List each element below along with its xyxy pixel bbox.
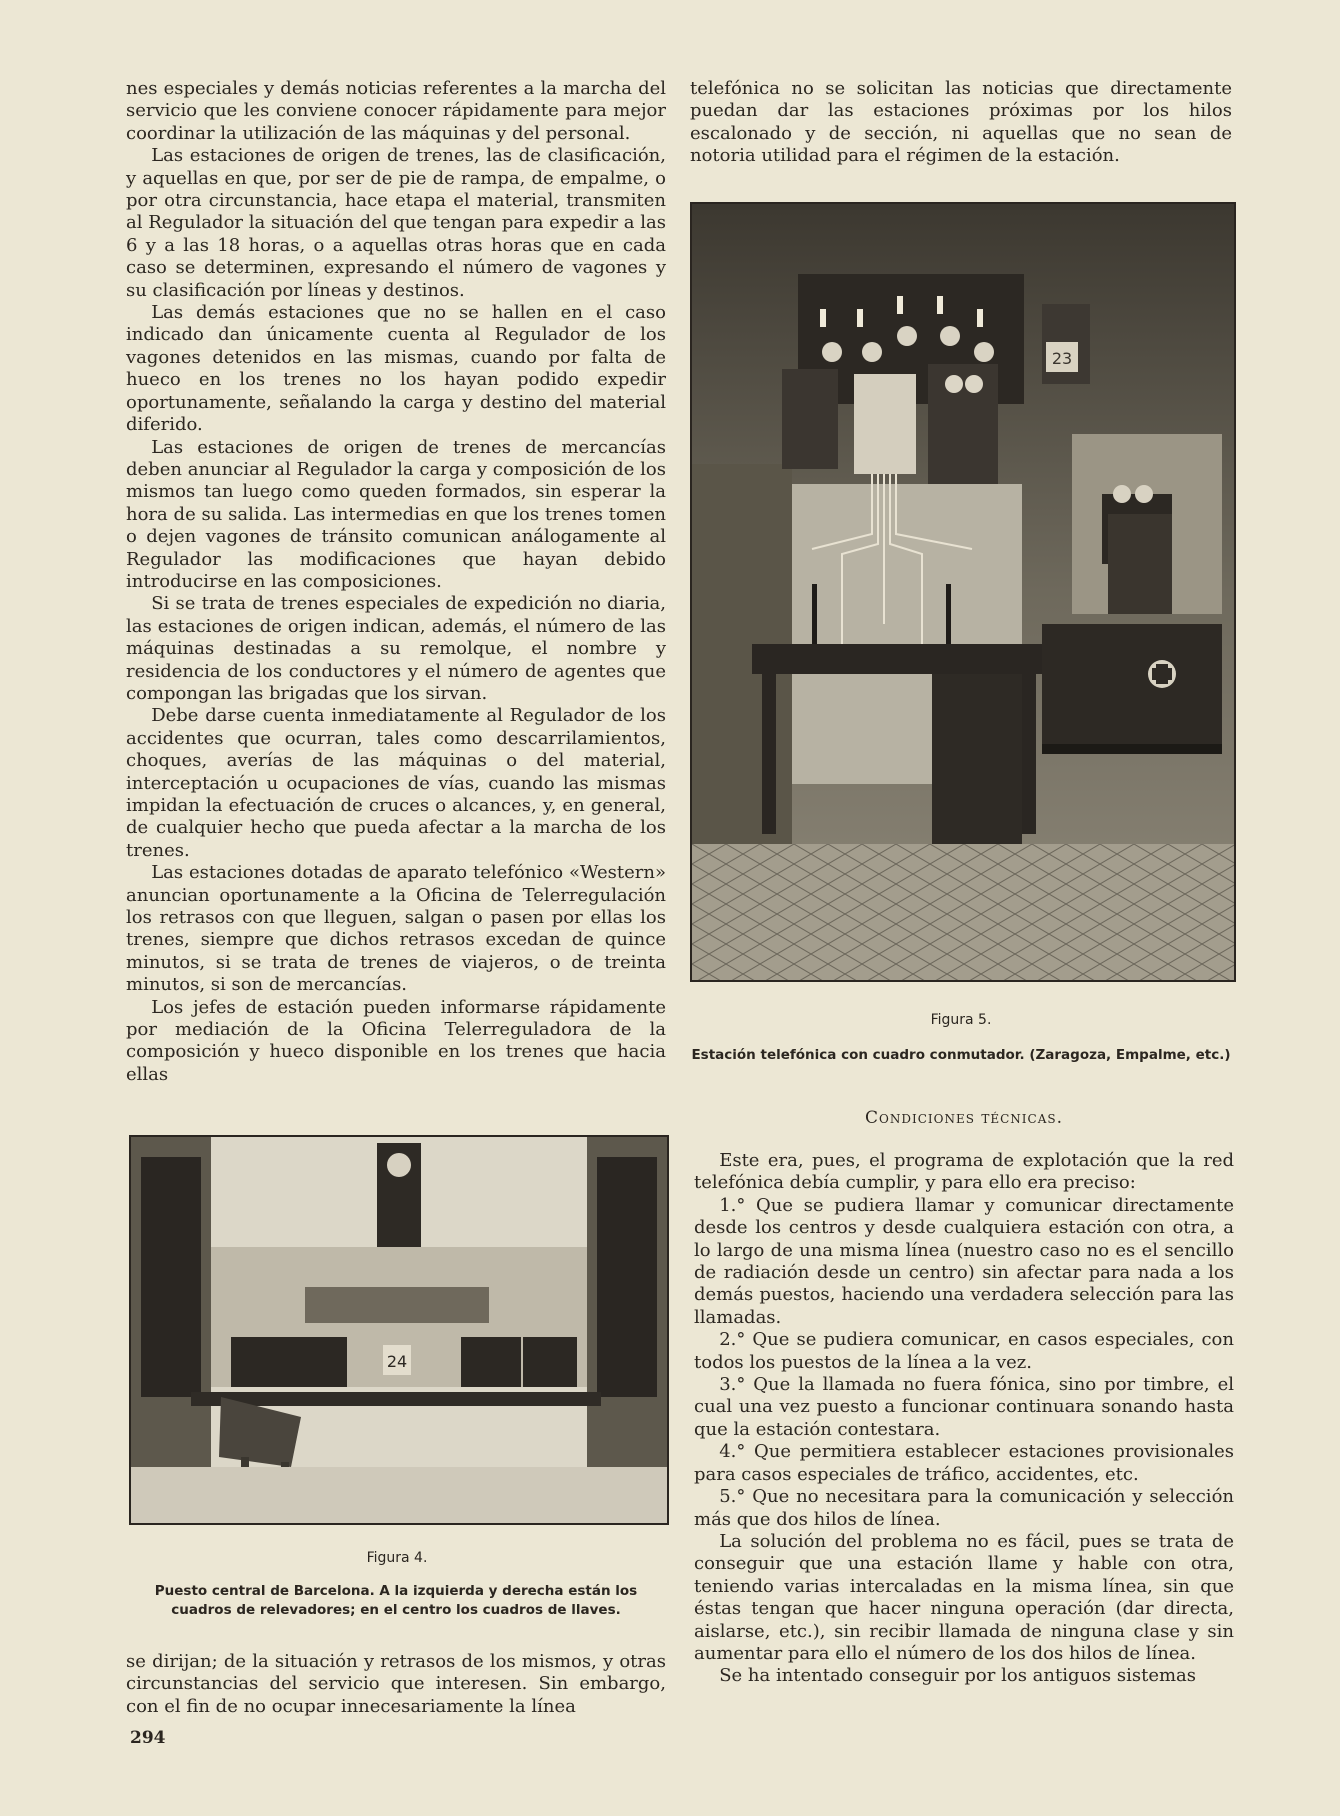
body-paragraph: Las estaciones de origen de trenes, las de clasificación, y aquellas en que, por ser de pie de rampa, de empalme, o por otra circunstancia, hace etapa el material, transmiten al Regulador la situación del que tengan para expedir a las 6 y a las 18 horas, o a aquellas otras horas que en cada caso se determinen, expresando el número de vagones y su clasificación por líneas y destinos. [126, 145, 666, 301]
calendar-number: 24 [386, 1352, 408, 1371]
plate-number: 23 [1051, 349, 1073, 368]
body-paragraph: telefónica no se solicitan las noticias que directamente puedan dar las estaciones próximas por los hilos escalonado y de sección, ni aquellas que no sean de notoria utilidad para el régimen de la estación. [690, 78, 1232, 167]
body-paragraph: Si se trata de trenes especiales de expedición no diaria, las estaciones de origen indican, además, el número de las máquinas destinadas a su remolque, el nombre y residencia de los conductores y el número de agentes que compongan las brigadas que los sirvan. [126, 593, 666, 704]
figure-4-caption: Puesto central de Barcelona. A la izquierda y derecha están los cuadros de relevadores; en el centro los cuadros de llaves. [154, 1583, 638, 1618]
list-item: 4.° Que permitiera establecer estaciones provisionales para casos especiales de tráfico, accidentes, etc. [694, 1441, 1234, 1485]
right-column-top [690, 78, 1232, 168]
figure-5-caption: Estación telefónica con cuadro conmutador. (Zaragoza, Empalme, etc.) [691, 1047, 1231, 1063]
list-item: 1.° Que se pudiera llamar y comunicar directamente desde los centros y desde cualquiera estación con otra, a lo largo de una misma línea (nuestro caso no es el sencillo de radiación desde un centro) sin afectar para nada a los demás puestos, haciendo una verdadera selección para las llamadas. [694, 1194, 1234, 1328]
body-paragraph: Los jefes de estación pueden informarse rápidamente por mediación de la Oficina Telerreguladora de la composición y hueco disponible en los trenes que hacia ellas [126, 996, 666, 1085]
right-column-bottom [694, 1150, 1234, 1688]
figure-4-number: Figura 4. [366, 1550, 428, 1566]
list-item: 2.° Que se pudiera comunicar, en casos especiales, con todos los puestos de la línea a la vez. [694, 1329, 1234, 1373]
body-paragraph: Este era, pues, el programa de explotación que la red telefónica debía cumplir, y para ello era preciso: [694, 1150, 1234, 1194]
page-number: 294 [130, 1728, 166, 1748]
body-paragraph: Debe darse cuenta inmediatamente al Regulador de los accidentes que ocurran, tales como descarrilamientos, choques, averías de las máquinas o del material, interceptación u ocupaciones de vías, cuando las mismas impidan la efectuación de cruces o alcances, y, en general, de cualquier hecho que pueda afectar a la marcha de los trenes. [126, 705, 666, 861]
list-item: 3.° Que la llamada no fuera fónica, sino por timbre, el cual una vez puesto a funcionar continuara sonando hasta que la estación contestara. [694, 1374, 1234, 1440]
body-paragraph: se dirijan; de la situación y retrasos de los mismos, y otras circunstancias del servicio que interesen. Sin embargo, con el fin de no ocupar innecesariamente la línea [126, 1651, 666, 1717]
body-paragraph: Las estaciones dotadas de aparato telefónico «Western» anuncian oportunamente a la Oficina de Telerregulación los retrasos con que lleguen, salgan o pasen por ellas los trenes, siempre que dichos retrasos excedan de quince minutos, si se trata de trenes de viajeros, o de treinta minutos, si son de mercancías. [126, 862, 666, 996]
body-paragraph: nes especiales y demás noticias referentes a la marcha del servicio que les conviene conocer rápidamente para mejor coordinar la utilización de las máquinas y del personal. [126, 78, 666, 144]
telephone-station-illustration [692, 204, 1234, 980]
figure-4-photo [129, 1135, 669, 1525]
central-office-illustration [131, 1137, 667, 1523]
list-item: 5.° Que no necesitara para la comunicación y selección más que dos hilos de línea. [694, 1486, 1234, 1530]
section-heading: Condiciones técnicas. [864, 1108, 1063, 1128]
figure-5-number: Figura 5. [930, 1012, 992, 1028]
left-column-bottom [126, 1651, 666, 1718]
body-paragraph: La solución del problema no es fácil, pues se trata de conseguir que una estación llame y hable con otra, teniendo varias intercaladas en la misma línea, sin que éstas tengan que hacer ninguna operación (dar directa, aislarse, etc.), sin recibir llamada de ninguna clase y sin aumentar para ello el número de los dos hilos de línea. [694, 1530, 1234, 1664]
body-paragraph: Se ha intentado conseguir por los antiguos sistemas [719, 1665, 1197, 1687]
figure-5-photo [690, 202, 1236, 982]
body-paragraph: Las demás estaciones que no se hallen en el caso indicado dan únicamente cuenta al Regulador de los vagones detenidos en las mismas, cuando por falta de hueco en los trenes no los hayan podido expedir oportunamente, señalando la carga y destino del material diferido. [126, 302, 666, 436]
body-paragraph: Las estaciones de origen de trenes de mercancías deben anunciar al Regulador la carga y composición de los mismos tan luego como queden formados, sin esperar la hora de su salida. Las intermedias en que los trenes tomen o dejen vagones de tránsito comunican análogamente al Regulador las modificaciones que hayan debido introducirse en las composiciones. [126, 436, 666, 592]
left-column-top [126, 78, 666, 1086]
